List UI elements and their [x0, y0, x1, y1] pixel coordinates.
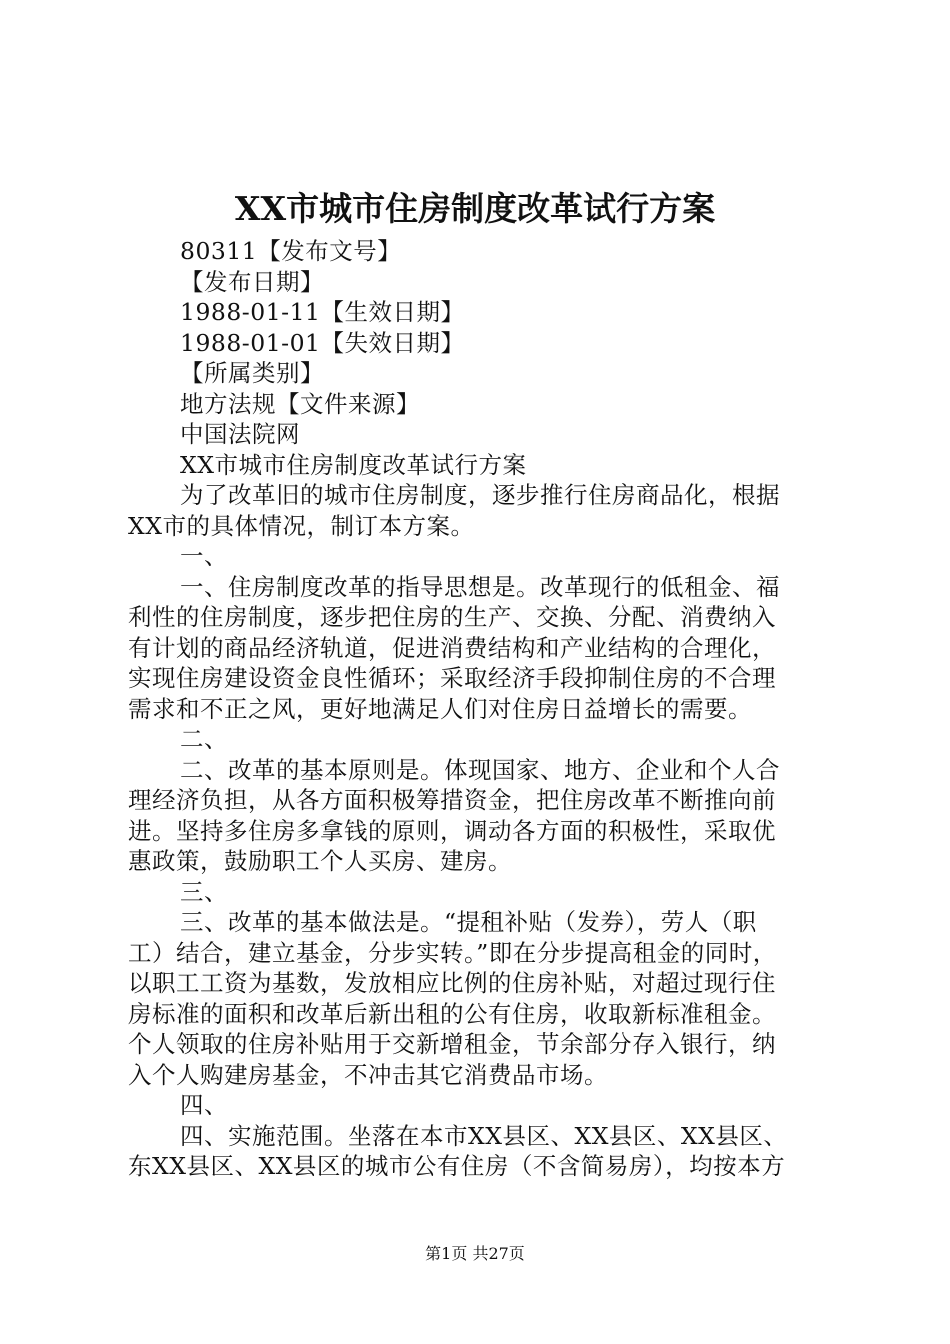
document-title: XX市城市住房制度改革试行方案	[234, 189, 716, 228]
text-line: 个人领取的住房补贴用于交新增租金，节余部分存入银行，纳	[128, 1030, 776, 1058]
text-line: 实现住房建设资金良性循环；采取经济手段抑制住房的不合理	[128, 664, 776, 692]
text-line: 工）结合，建立基金，分步实转。”即在分步提高租金的同时，	[128, 938, 777, 967]
text-line: 进。坚持多住房多拿钱的原则，调动各方面的积极性，采取优	[128, 816, 776, 845]
text-line: 【所属类别】	[180, 359, 324, 387]
text-line: 三、	[180, 877, 228, 906]
text-line: 利性的住房制度，逐步把住房的生产、交换、分配、消费纳入	[128, 603, 776, 631]
text-line: 有计划的商品经济轨道，促进消费结构和产业结构的合理化，	[128, 633, 776, 662]
text-line: 80311【发布文号】	[180, 237, 402, 265]
text-line: 1988-01-11【生效日期】	[180, 298, 465, 326]
text-line: 惠政策，鼓励职工个人买房、建房。	[128, 847, 512, 875]
text-line: 二、改革的基本原则是。体现国家、地方、企业和个人合	[180, 755, 780, 784]
page-footer: 第1页 共27页	[425, 1244, 525, 1263]
text-line: XX市的具体情况，制订本方案。	[128, 511, 475, 540]
text-line: 理经济负担，从各方面积极筹措资金，把住房改革不断推向前	[128, 786, 776, 814]
text-line: 需求和不正之风，更好地满足人们对住房日益增长的需要。	[128, 694, 752, 723]
text-line: 中国法院网	[180, 420, 300, 448]
text-line: 东XX县区、XX县区的城市公有住房（不含简易房），均按本方	[128, 1152, 786, 1180]
text-line: 为了改革旧的城市住房制度，逐步推行住房商品化，根据	[180, 481, 780, 509]
text-line: 一、	[180, 542, 228, 570]
text-line: 四、	[180, 1091, 228, 1119]
text-line: 一、住房制度改革的指导思想是。改革现行的低租金、福	[180, 572, 780, 601]
text-line: 地方法规【文件来源】	[180, 389, 420, 418]
text-line: 以职工工资为基数，发放相应比例的住房补贴，对超过现行住	[128, 969, 776, 997]
text-line: XX市城市住房制度改革试行方案	[180, 450, 527, 479]
text-line: 入个人购建房基金，不冲击其它消费品市场。	[128, 1060, 608, 1089]
text-line: 三、改革的基本做法是。“提租补贴（发券），劳人（职	[180, 908, 757, 936]
text-line: 二、	[180, 725, 228, 753]
document-body	[128, 236, 838, 1182]
text-line: 【发布日期】	[180, 267, 324, 296]
text-line: 房标准的面积和改革后新出租的公有住房，收取新标准租金。	[128, 999, 776, 1028]
text-line: 四、实施范围。坐落在本市XX县区、XX县区、XX县区、	[180, 1121, 788, 1150]
text-line: 1988-01-01【失效日期】	[180, 328, 465, 357]
